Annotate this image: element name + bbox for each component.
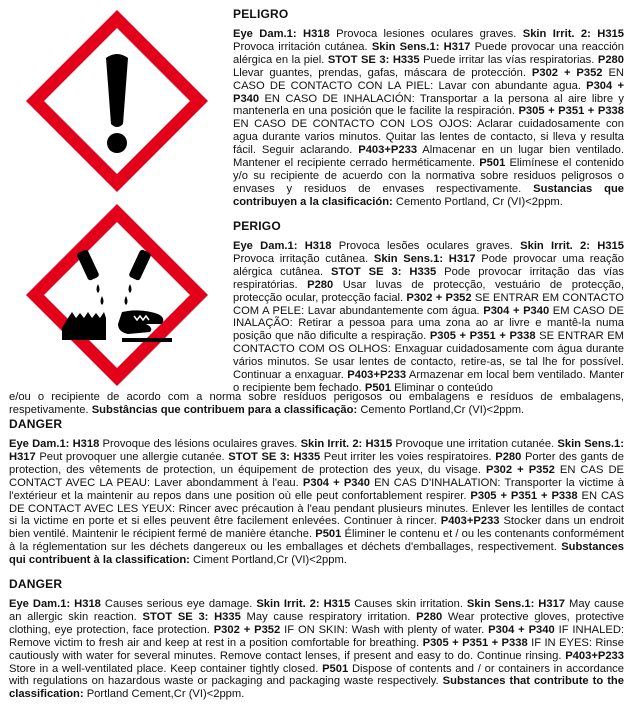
signal-word-pt: PERIGO xyxy=(233,219,281,233)
code-p280-pt: P280 xyxy=(307,278,334,291)
h318-text-es: Provoca lesiones oculares graves. xyxy=(329,27,523,40)
p280-text-pt: Usar luvas de protecção, vestuário de protecção, protecção ocular, protecção facial. xyxy=(233,278,624,304)
code-p280-en: P280 xyxy=(416,610,443,623)
h335-text-fr: Peut irriter les voies respiratoires. xyxy=(320,450,496,463)
substances-label-es: Sustancias que contribuyen a la clasificación: xyxy=(233,183,624,209)
code-p403-en: P403+P233 xyxy=(565,649,624,662)
code-h317-pt: Skin Sens.1: H317 xyxy=(373,252,476,265)
hazard-text-pt-cont xyxy=(9,391,624,417)
h335-text-es: Puede irritar las vías respiratorias. xyxy=(419,53,598,66)
p302-text-pt: SE ENTRAR EM CONTACTO COM A PELE: Lavar abundantemente com água. xyxy=(233,291,624,317)
signal-word-fr: DANGER xyxy=(9,417,63,431)
signal-word-es: PELIGRO xyxy=(233,7,289,21)
h317-text-pt: Pode provocar uma reação alérgica cutânea. xyxy=(233,252,625,278)
corrosion-icon xyxy=(22,200,212,390)
substances-label-pt: Substâncias que contribuem para a classificação: xyxy=(91,403,358,416)
code-p403-fr: P403+P233 xyxy=(440,515,500,528)
substances-text-es: Cemento Portland, Cr (VI)<2ppm. xyxy=(392,196,563,209)
code-p302-pt: P302 + P352 xyxy=(406,291,472,304)
substances-label-fr: Substances qui contribuent à la classification: xyxy=(9,541,624,567)
hazard-text-pt xyxy=(233,240,624,395)
h317-text-en: May cause an allergic skin reaction. xyxy=(9,597,624,623)
portuguese-hazard-continuation xyxy=(9,391,624,417)
substances-text-en: Portland Cement,Cr (VI)<2ppm. xyxy=(83,688,245,701)
code-h318-es: Eye Dam.1: H318 xyxy=(233,27,330,40)
h315-text-es: Provoca irritación cutánea. xyxy=(233,40,372,53)
code-p305-pt: P305 + P351 + P338 xyxy=(429,330,536,343)
code-p403-es: P403+P233 xyxy=(358,144,418,157)
p305-text-fr: EN CAS DE CONTACT AVEC LES YEUX: Rincer avec précaution à l'eau pendant plusieurs minutes. Enlever les lentilles de contact si la victime en porte et si elles peuvent être facilement enlevées. Continuer à rincer. xyxy=(9,489,624,528)
code-p501-fr: P501 xyxy=(315,528,342,541)
code-p280-fr: P280 xyxy=(495,450,522,463)
h335-text-pt: Pode provocar irritação das vías respiratórias. xyxy=(233,265,624,291)
hazard-text-fr xyxy=(9,438,624,567)
h318-text-pt: Provoca lesões oculares graves. xyxy=(331,239,521,252)
french-hazard-section xyxy=(9,418,624,567)
h318-text-fr: Provoque des lésions oculaires graves. xyxy=(99,437,301,450)
p302-text-es: EN CASO DE CONTACTO CON LA PIEL: Lavar con abundante agua. xyxy=(233,66,624,92)
code-p302-en: P302 + P352 xyxy=(213,623,281,636)
code-h315-es: Skin Irrit. 2: H315 xyxy=(522,27,624,40)
p304-text-es: EN CASO DE INHALACIÓN: Transportar a la persona al aire libre y mantenerla en una posición que le facilite la respiración. xyxy=(233,92,624,118)
p403-text-es: Almacenar en un lugar bien ventilado. Mantener el recipiente cerrado herméticamente. xyxy=(233,144,625,170)
exclamation-mark-pictogram xyxy=(22,6,212,196)
portuguese-hazard-section xyxy=(233,220,624,395)
p403-text-en: Store in a well-ventilated place. Keep container tightly closed. xyxy=(9,662,323,675)
code-h318-fr: Eye Dam.1: H318 xyxy=(9,437,100,450)
code-p280-es: P280 xyxy=(597,53,624,66)
corrosion-pictogram xyxy=(22,200,212,390)
code-h335-fr: STOT SE 3: H335 xyxy=(228,450,321,463)
p305-text-en: IF IN EYES: Rinse cautiously with water for several minutes. Remove contact lenses, if present and easy to do. Continue rinsing. xyxy=(9,636,624,662)
code-h315-fr: Skin Irrit. 2: H315 xyxy=(300,437,393,450)
substances-label-en: Substances that contribute to the classification: xyxy=(9,675,624,701)
code-h335-pt: STOT SE 3: H335 xyxy=(331,265,437,278)
code-p302-fr: P302 + P352 xyxy=(486,463,555,476)
p280-text-en: Wear protective gloves, protective clothing, eye protection, face protection. xyxy=(9,610,624,636)
code-p403-pt: P403+P233 xyxy=(347,369,407,382)
code-p304-en: P304 + P340 xyxy=(488,623,555,636)
code-p304-pt: P304 + P340 xyxy=(483,304,550,317)
h335-text-en: May cause respiratory irritation. xyxy=(240,610,417,623)
p302-text-en: IF ON SKIN: Wash with plenty of water. xyxy=(280,623,489,636)
code-h317-en: Skin Sens.1: H317 xyxy=(466,597,566,610)
code-h335-es: STOT SE 3: H335 xyxy=(327,53,420,66)
hazard-text-es xyxy=(233,28,624,209)
h317-text-fr: Peut provoquer une allergie cutanée. xyxy=(35,450,229,463)
code-h315-pt: Skin Irrit. 2: H315 xyxy=(520,239,624,252)
exclamation-mark-icon xyxy=(22,6,212,196)
code-h315-en: Skin Irrit. 2: H315 xyxy=(256,597,351,610)
signal-word-en: DANGER xyxy=(9,577,63,591)
h315-text-en: Causes skin irritation. xyxy=(350,597,467,610)
code-p302-es: P302 + P352 xyxy=(531,66,603,79)
spanish-hazard-section xyxy=(233,8,624,209)
p501-text-en: Dispose of contents and / or containers in accordance with regulations on hazardous waste or packaging and packaging waste respectively. xyxy=(9,662,624,688)
p403-text-fr: Stocker dans un endroit bien ventilé. Maintenir le récipient fermé de manière étanche. xyxy=(9,515,624,541)
p305-text-es: EN CASO DE CONTACTO CON LOS OJOS: Aclarar cuidadosamente con agua durante varios minutos. Quitar las lentes de contacto, si lleva y resulta fácil. Seguir aclarando. xyxy=(233,118,624,157)
code-h335-en: STOT SE 3: H335 xyxy=(142,610,241,623)
substances-text-pt: Cemento Portland,Cr (VI)<2ppm. xyxy=(357,403,525,416)
p305-text-pt: SE ENTRAR EM CONTACTO COM OS OLHOS: Enxaguar cuidadosamente com água durante vários minutos. Se usar lentes de contacto, retire-as, se tal lhe for possível. Continuar a enxaguar. xyxy=(233,330,624,382)
code-p501-es: P501 xyxy=(479,157,506,170)
h315-text-fr: Provoque une irritation cutanée. xyxy=(392,437,558,450)
code-h318-pt: Eye Dam.1: H318 xyxy=(233,239,332,252)
p501-text-pt: Eliminar o conteúdo xyxy=(391,382,493,395)
p304-text-pt: EM CASO DE INALAÇÃO: Retirar a pessoa para uma zona ao ar livre e mantê-la numa posição que não dificulte a respiração. xyxy=(233,304,624,343)
hazard-text-en xyxy=(9,598,624,702)
p501-text-es: Elimínese el contenido y/o su recipiente de acuerdo con la normativa sobre residuos peligrosos o envases y residuos de envases respectivamente. xyxy=(233,157,624,196)
code-p304-es: P304 + P340 xyxy=(233,79,624,105)
substances-text-fr: Ciment Portland,Cr (VI)<2ppm. xyxy=(189,554,347,567)
p280-text-es: Llevar guantes, prendas, gafas, máscara de protección. xyxy=(233,66,532,79)
p302-text-fr: EN CAS DE CONTACT AVEC LA PEAU: Laver abondamment à l'eau. xyxy=(9,463,624,489)
h317-text-es: Puede provocar una reacción alérgica en la piel. xyxy=(233,40,624,66)
code-h317-fr: Skin Sens.1: H317 xyxy=(9,437,624,463)
p304-text-fr: EN CAS D'INHALATION: Transporter la victime à l'extérieur et la maintenir au repos dans une position où elle peut confortablement respirer. xyxy=(9,476,624,502)
code-p305-es: P305 + P351 + P338 xyxy=(518,105,624,118)
p280-text-fr: Porter des gants de protection, des vêtements de protection, un équipement de protection des yeux, du visage. xyxy=(9,450,624,476)
code-p501-pt: P501 xyxy=(364,382,391,395)
p304-text-en: IF INHALED: Remove victim to fresh air and keep at rest in a position comfortable for breathing. xyxy=(9,623,625,649)
p501-text-fr: Éliminer le contenu et / ou les contenants conformément à la réglementation sur les déchets dangereux ou les emballages et déchets d'emballages, respectivement. xyxy=(9,528,624,554)
h318-text-en: Causes serious eye damage. xyxy=(100,597,257,610)
h315-text-pt: Provoca irritação cutânea. xyxy=(233,252,374,265)
code-p305-en: P305 + P351 + P338 xyxy=(422,636,528,649)
code-p501-en: P501 xyxy=(322,662,349,675)
p501-text-pt-cont: e/ou o recipiente de acordo com a norma sobre resíduos perigosos ou embalagens e resíduos de embalagens, respetivamente. xyxy=(9,391,624,416)
english-hazard-section xyxy=(9,578,624,701)
p403-text-pt: Armazenar em local bem ventilado. Manter o recipiente bem fechado. xyxy=(233,369,624,395)
code-h317-es: Skin Sens.1: H317 xyxy=(371,40,471,53)
code-p304-fr: P304 + P340 xyxy=(302,476,370,489)
code-p305-fr: P305 + P351 + P338 xyxy=(470,489,578,502)
code-h318-en: Eye Dam.1: H318 xyxy=(9,597,101,610)
